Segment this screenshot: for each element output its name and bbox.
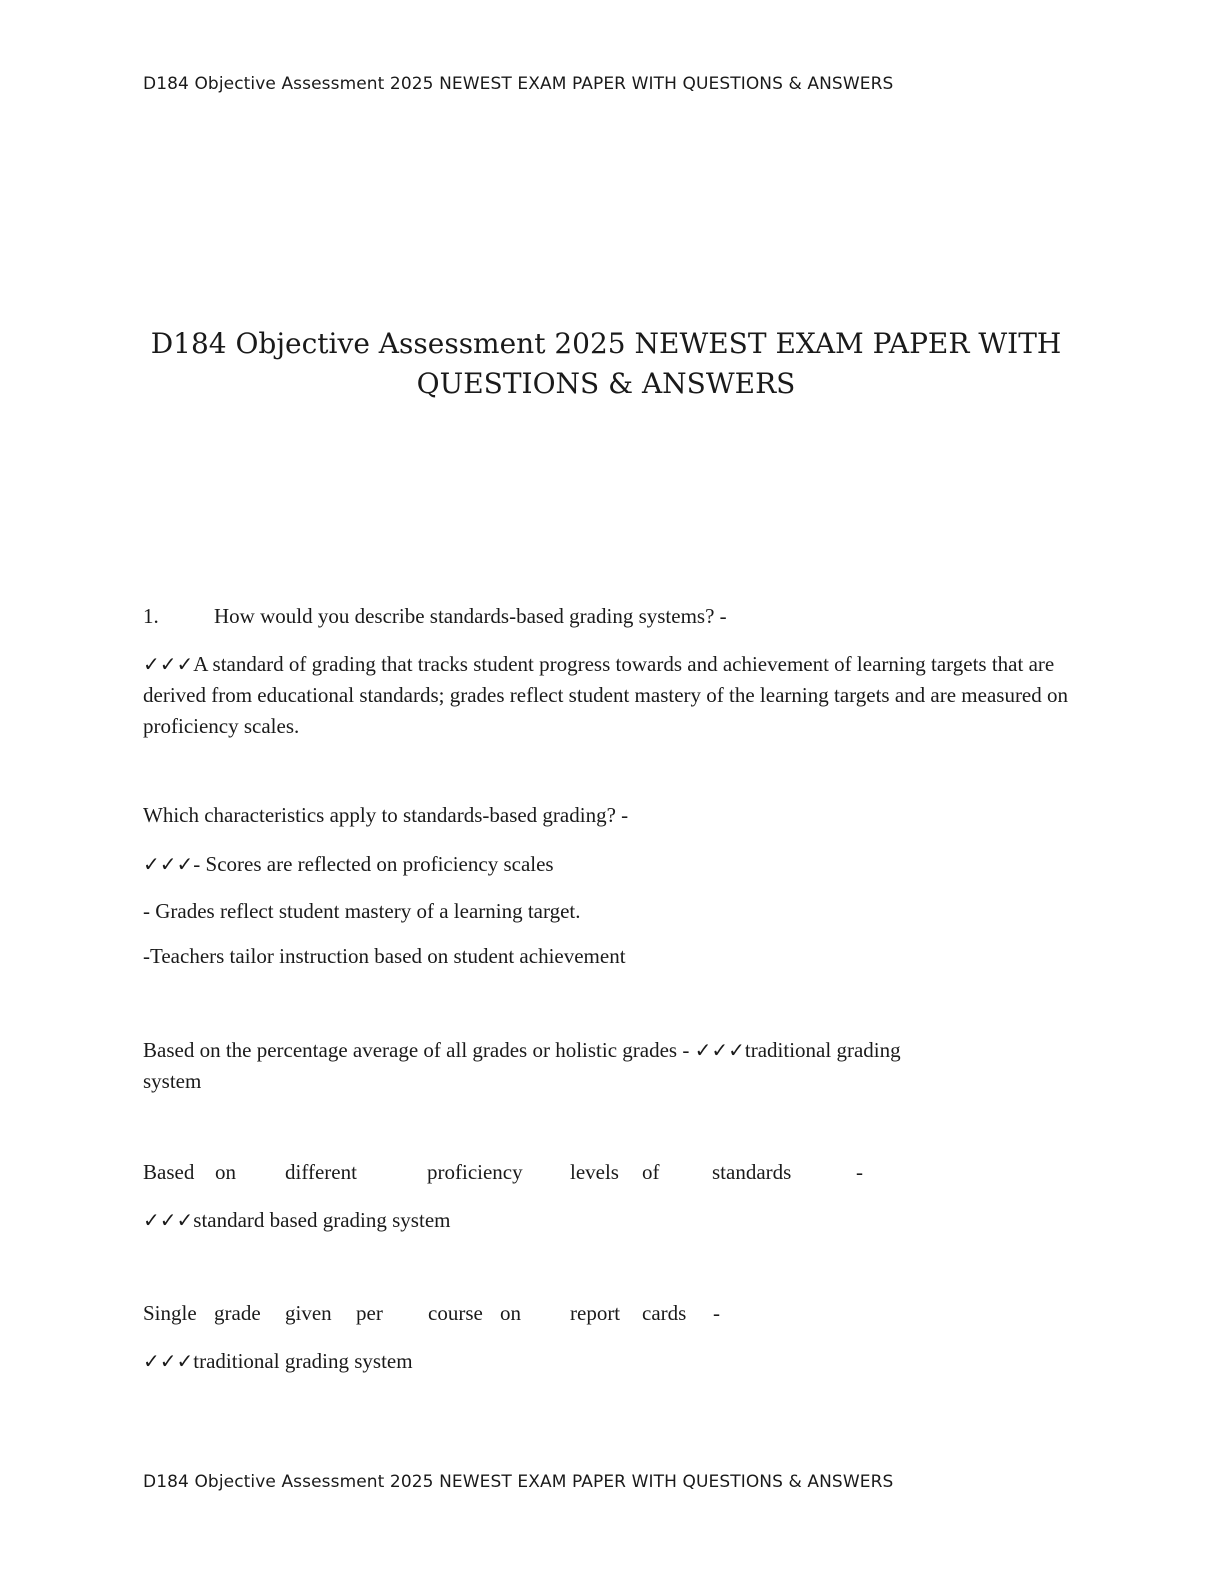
question-word: different (285, 1160, 357, 1184)
question-word: - (713, 1301, 720, 1325)
question-word: levels (570, 1160, 619, 1184)
checkmark-icon: ✓✓✓ (143, 1208, 194, 1232)
question-word: per (356, 1301, 383, 1325)
document-title (143, 324, 1069, 404)
question-text: Which characteristics apply to standards-based grading? - (143, 803, 629, 827)
title-line-1: D184 Objective Assessment 2025 NEWEST EXAM PAPER WITH (150, 327, 1062, 360)
answer-2-line-2: - Grades reflect student mastery of a learning target. (143, 899, 581, 923)
answer-2-line-3: -Teachers tailor instruction based on student achievement (143, 944, 626, 968)
answer-5 (143, 1346, 1073, 1377)
running-header: D184 Objective Assessment 2025 NEWEST EXAM PAPER WITH QUESTIONS & ANSWERS (143, 74, 894, 94)
title-line-2: QUESTIONS & ANSWERS (416, 367, 796, 400)
answer-text: A standard of grading that tracks student progress towards and achievement of learning targets that are derived from educational standards; grades reflect student mastery of the learning targets and are measured on proficiency scales. (143, 652, 1069, 738)
question-word: given (285, 1301, 332, 1325)
question-2 (143, 800, 1073, 831)
question-word: grade (214, 1301, 261, 1325)
checkmark-icon: ✓✓✓ (143, 652, 194, 676)
question-word: report (570, 1301, 621, 1325)
question-word: standards (712, 1160, 792, 1184)
question-word: course (428, 1301, 483, 1325)
question-word: on (500, 1301, 521, 1325)
checkmark-icon: ✓✓✓ (143, 852, 194, 876)
answer-text: - Scores are reflected on proficiency scales (193, 852, 554, 876)
question-word: Single (143, 1301, 197, 1325)
question-word: Based (143, 1160, 195, 1184)
checkmark-icon: ✓✓✓ (143, 1349, 194, 1373)
question-word: proficiency (427, 1160, 523, 1184)
running-footer: D184 Objective Assessment 2025 NEWEST EXAM PAPER WITH QUESTIONS & ANSWERS (143, 1472, 894, 1492)
answer-2-line-1 (143, 849, 1073, 880)
question-3 (143, 1035, 1073, 1066)
answer-1 (143, 649, 1073, 742)
question-text: How would you describe standards-based grading systems? - (214, 604, 727, 628)
answer-text: traditional grading (744, 1038, 901, 1062)
question-word: on (215, 1160, 236, 1184)
answer-text: traditional grading system (193, 1349, 413, 1373)
question-word: of (642, 1160, 660, 1184)
answer-text: standard based grading system (193, 1208, 451, 1232)
question-1 (143, 601, 1073, 632)
question-text: Based on the percentage average of all grades or holistic grades - (143, 1038, 695, 1062)
question-word: cards (642, 1301, 687, 1325)
answer-4 (143, 1205, 1073, 1236)
answer-3-wrap: system (143, 1069, 202, 1093)
question-number: 1. (143, 604, 159, 628)
checkmark-icon: ✓✓✓ (694, 1038, 745, 1062)
question-word: - (856, 1160, 863, 1184)
